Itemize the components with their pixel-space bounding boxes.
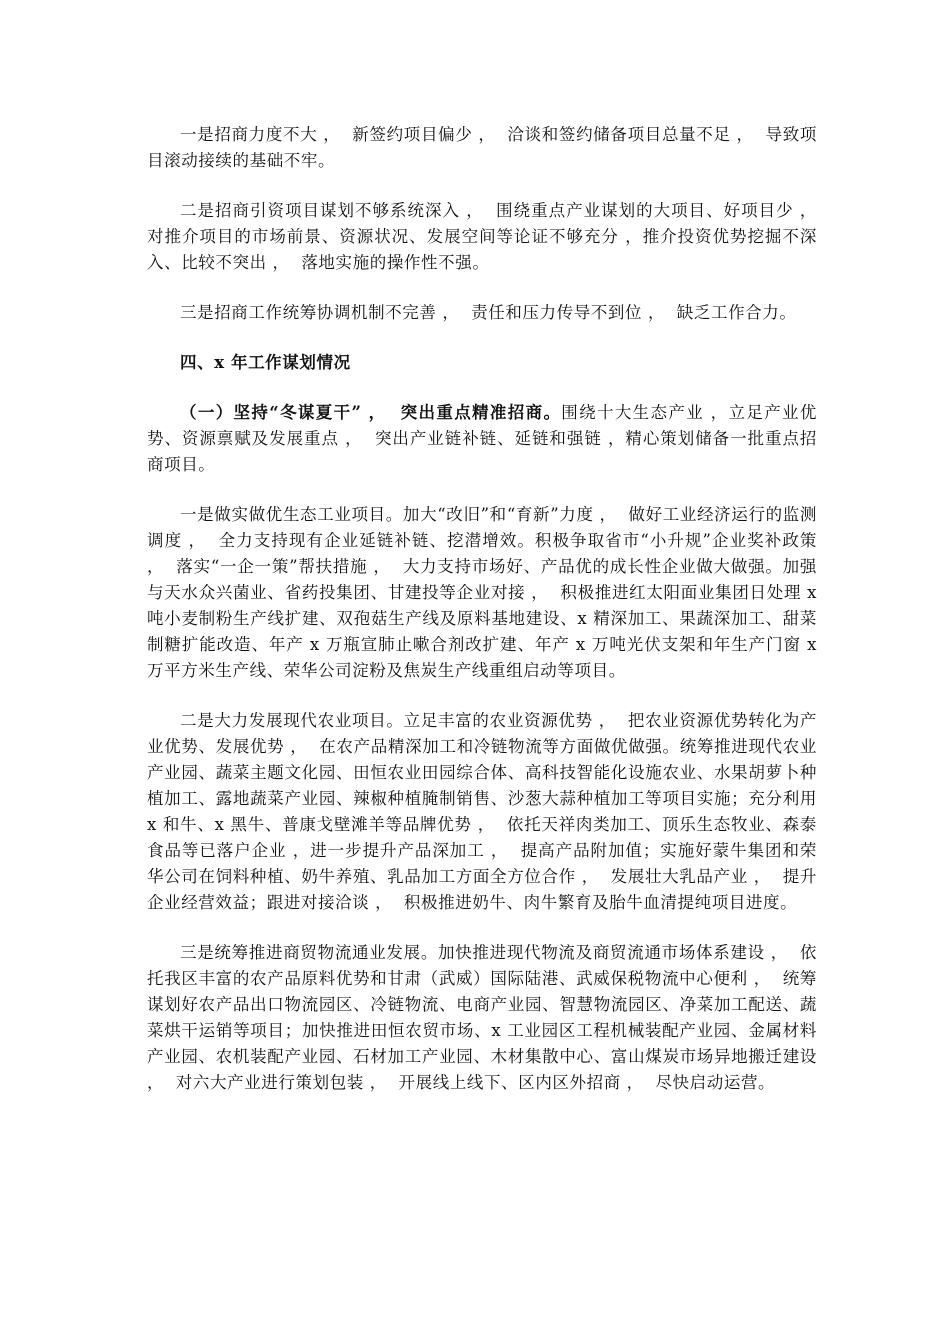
subsection-lead: （一）坚持“冬谋夏干” ， 突出重点精准招商。 — [180, 403, 562, 422]
paragraph-spacer — [147, 478, 817, 502]
paragraph-1: 一是招商力度不大 ， 新签约项目偏少 ， 洽谈和签约储备项目总量不足 ， 导致项目滚动接续的基础不牢。 — [147, 125, 817, 170]
paragraph-7: 二是大力发展现代农业项目。立足丰富的农业资源优势 ， 把农业资源优势转化为产业优势、发展优势 ， 在农产品精深加工和冷链物流等方面做优做强。统筹推进现代农业产业园、蔬菜主题文化园、田恒农业田园综合体、高科技智能化设施农业、水果胡萝卜种植加工、露地蔬菜产业园、辣椒种植腌制销售、沙葱大蒜种植加工等项目实施；充分利用 x 和牛、x 黑牛、普康戈壁滩羊等品牌优势 ， 依托天祥肉类加工、顶乐生态牧业、森泰食品等已落户企业 ，进一步提升产品深加工 ， 提高产品附加值；实施好蒙牛集团和荣华公司在饲料种植、奶牛养殖、乳品加工方面全方位合作 ， 发展壮大乳品产业 ， 提升企业经营效益；跟进对接洽谈 ， 积极推进奶牛、肉牛繁育及胎牛血清提纯项目进度。 — [147, 711, 823, 912]
paragraph-5 — [147, 400, 817, 478]
paragraph-2: 二是招商引资项目谋划不够系统深入 ， 围绕重点产业谋划的大项目、好项目少 ， 对推介项目的市场前景、资源状况、发展空间等论证不够充分 ，推介投资优势挖掘不深入、比较不突出 ， 落地实施的操作性不强。 — [147, 201, 829, 272]
section-heading: 四、x 年工作谋划情况 — [180, 353, 351, 372]
paragraph-spacer — [147, 684, 817, 708]
paragraph-spacer — [147, 276, 817, 300]
paragraph-spacer — [147, 376, 817, 400]
paragraph-8: 三是统筹推进商贸物流通业发展。加快推进现代物流及商贸流通市场体系建设 ， 依托我区丰富的农产品原料优势和甘肃（武威）国际陆港、武威保税物流中心便利 ， 统筹谋划好农产品出口物流园区、冷链物流、电商产业园、智慧物流园区、净菜加工配送、蔬菜烘干运销等项目；加快推进田恒农贸市场、x 工业园区工程机械装配产业园、金属材料产业园、农机装配产业园、石材加工产业园、木材集散中心、富山煤炭市场异地搬迁建设 ， 对六大产业进行策划包装 ， 开展线上线下、区内区外招商 ， 尽快启动运营。 — [147, 943, 823, 1092]
paragraph-3: 三是招商工作统筹协调机制不完善 ， 责任和压力传导不到位 ， 缺乏工作合力。 — [180, 303, 797, 322]
paragraph-spacer — [147, 174, 817, 198]
paragraph-spacer — [147, 326, 817, 350]
document-page — [147, 122, 829, 1096]
paragraph-6: 一是做实做优生态工业项目。加大“改旧”和“育新”力度 ， 做好工业经济运行的监测调度 ， 全力支持现有企业延链补链、挖潜增效。积极争取省市“小升规”企业奖补政策 ， 落实“一企一策”帮扶措施 ， 大力支持市场好、产品优的成长性企业做大做强。加强与天水众兴菌业、省药投集团、甘建投等企业对接 ， 积极推进红太阳面业集团日处理 x 吨小麦制粉生产线扩建、双孢菇生产线及原料基地建设、x 精深加工、果蔬深加工、甜菜制糖扩能改造、年产 x 万瓶宣肺止嗽合剂改扩建、年产 x 万吨光伏支架和年生产门窗 x 万平方米生产线、荣华公司淀粉及焦炭生产线重组启动等项目。 — [147, 505, 823, 680]
paragraph-spacer — [147, 916, 817, 940]
subsection-text: 围绕十大生态产业 ，立足产业优势、资源禀赋及发展重点 ， 突出产业链补链、延链和强链 ，精心策划储备一批重点招商项目。 — [147, 403, 817, 474]
